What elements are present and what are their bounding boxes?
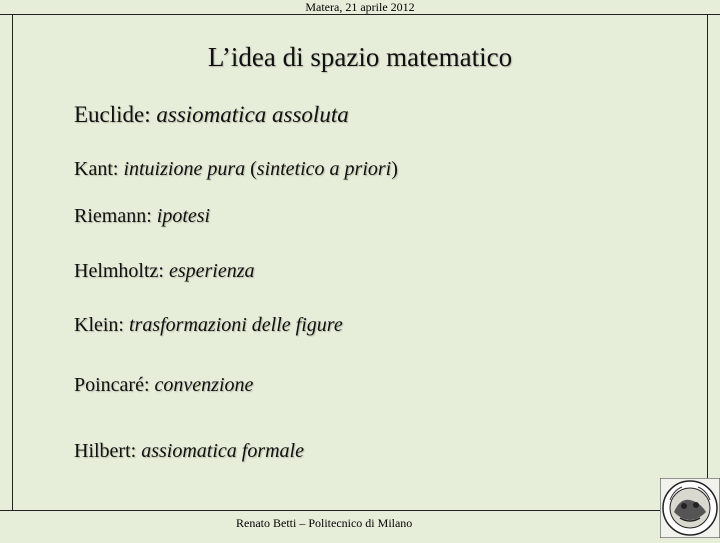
slide-title: L’idea di spazio matematico (207, 42, 513, 72)
item-paren-open: ( (245, 158, 257, 180)
list-item-euclide (74, 102, 349, 128)
item-description: trasformazioni delle figure (129, 314, 343, 336)
item-name: Hilbert: (74, 440, 137, 462)
header-bar (0, 0, 720, 15)
item-description: ipotesi (156, 205, 211, 227)
list-item-riemann (74, 205, 210, 228)
list-item-poincare (74, 374, 253, 397)
item-name: Kant: (74, 158, 119, 180)
item-description: intuizione pura (123, 158, 246, 180)
item-description: esperienza (168, 260, 255, 282)
item-name: Euclide: (74, 102, 151, 127)
footer-text: Renato Betti – Politecnico di Milano (236, 516, 413, 530)
item-description: assiomatica formale (141, 440, 304, 462)
list-item-klein (74, 314, 343, 337)
header-text: Matera, 21 aprile 2012 (305, 0, 415, 14)
item-extra: sintetico a priori (256, 158, 392, 180)
item-paren-close: ) (391, 158, 398, 180)
item-name: Poincaré: (74, 374, 150, 396)
list-item-kant (74, 158, 398, 181)
item-description: convenzione (154, 374, 254, 396)
item-name: Helmholtz: (74, 260, 164, 282)
item-description: assiomatica assoluta (156, 102, 349, 127)
item-name: Klein: (74, 314, 124, 336)
politecnico-seal-icon (660, 478, 720, 538)
list-item-hilbert (74, 440, 304, 463)
item-name: Riemann: (74, 205, 152, 227)
list-item-helmholtz (74, 260, 255, 283)
